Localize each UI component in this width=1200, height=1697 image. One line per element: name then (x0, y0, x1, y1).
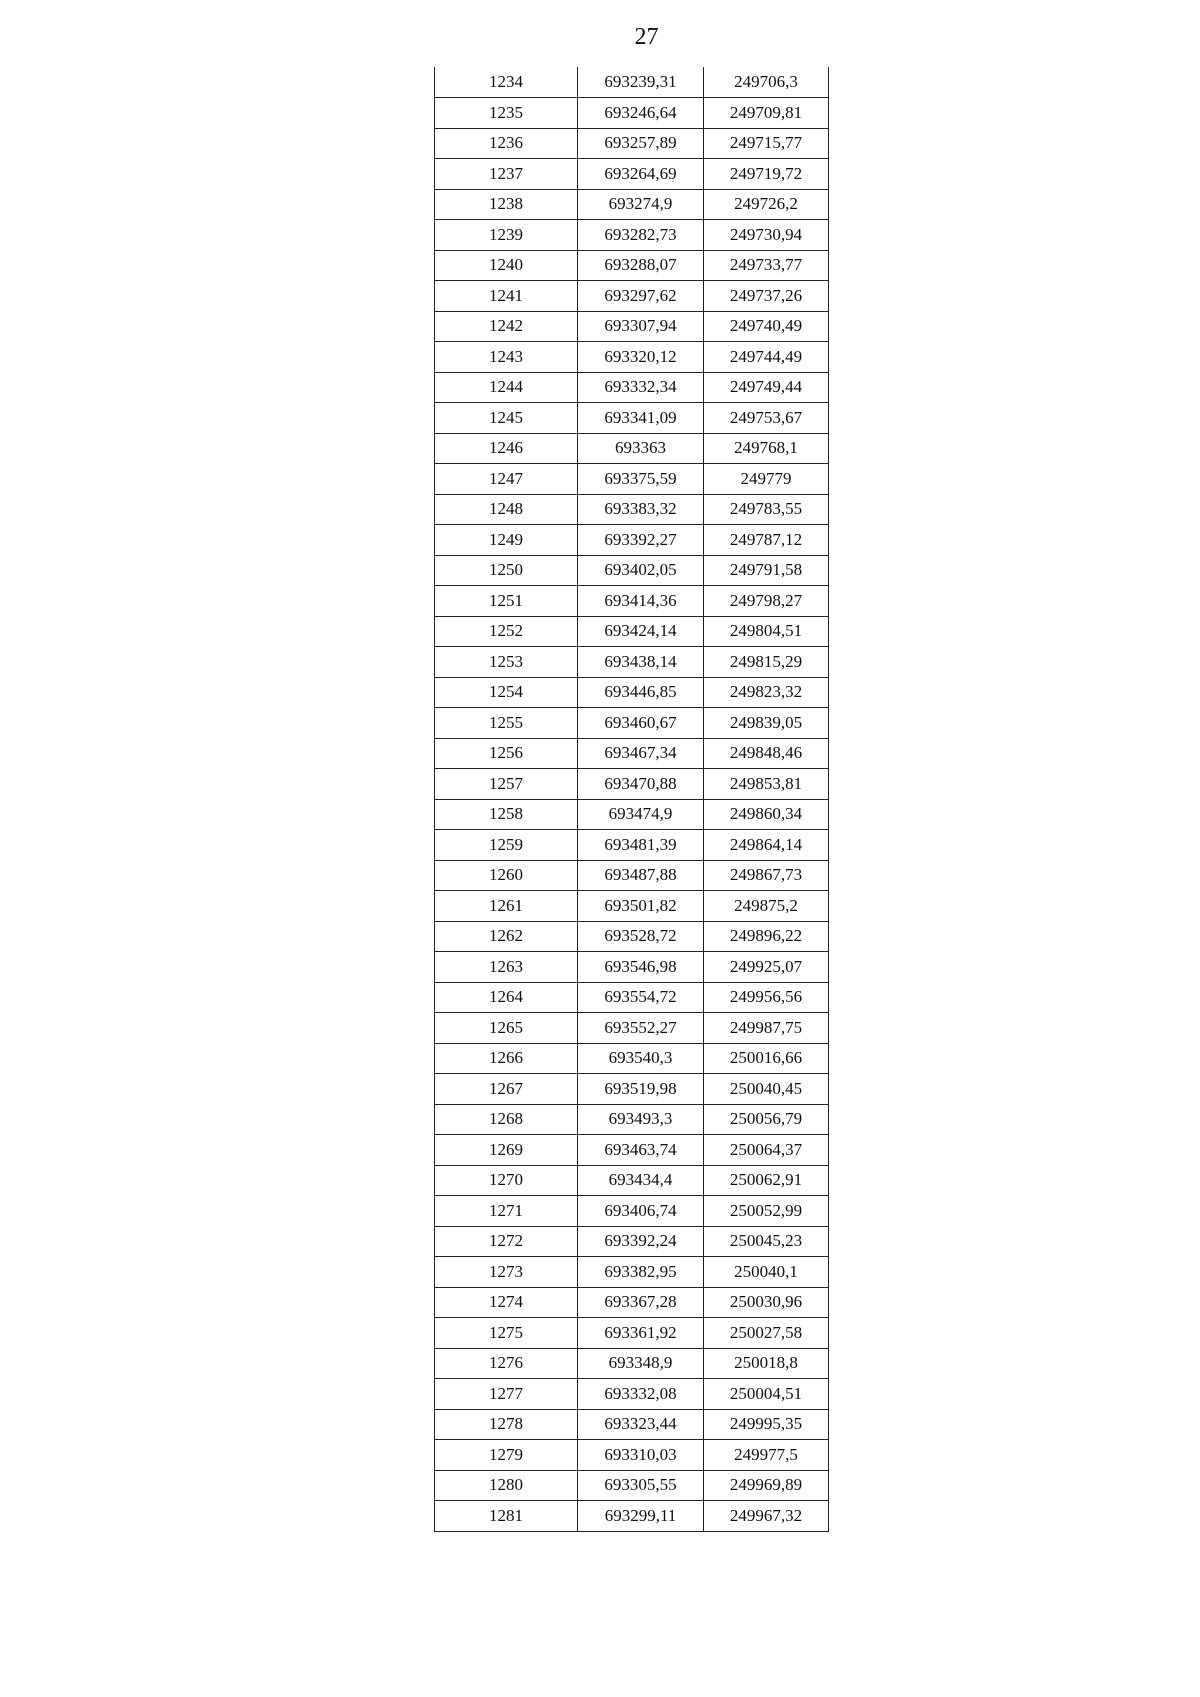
x-coordinate-cell: 693307,94 (578, 311, 704, 342)
table-row (435, 586, 829, 617)
point-number-cell: 1237 (435, 159, 578, 190)
x-coordinate-cell: 693310,03 (578, 1440, 704, 1471)
point-number-cell: 1264 (435, 982, 578, 1013)
x-coordinate-cell: 693383,32 (578, 494, 704, 525)
y-coordinate-cell: 250056,79 (704, 1104, 829, 1135)
x-coordinate-cell: 693474,9 (578, 799, 704, 830)
x-coordinate-cell: 693434,4 (578, 1165, 704, 1196)
x-coordinate-cell: 693406,74 (578, 1196, 704, 1227)
y-coordinate-cell: 249969,89 (704, 1470, 829, 1501)
y-coordinate-cell: 249875,2 (704, 891, 829, 922)
point-number-cell: 1252 (435, 616, 578, 647)
x-coordinate-cell: 693438,14 (578, 647, 704, 678)
point-number-cell: 1274 (435, 1287, 578, 1318)
y-coordinate-cell: 249798,27 (704, 586, 829, 617)
point-number-cell: 1249 (435, 525, 578, 556)
table-row (435, 67, 829, 98)
point-number-cell: 1277 (435, 1379, 578, 1410)
x-coordinate-cell: 693332,08 (578, 1379, 704, 1410)
table-row (435, 677, 829, 708)
y-coordinate-cell: 249740,49 (704, 311, 829, 342)
point-number-cell: 1235 (435, 98, 578, 129)
point-number-cell: 1258 (435, 799, 578, 830)
x-coordinate-cell: 693424,14 (578, 616, 704, 647)
y-coordinate-cell: 249867,73 (704, 860, 829, 891)
table-row (435, 1287, 829, 1318)
point-number-cell: 1238 (435, 189, 578, 220)
y-coordinate-cell: 249987,75 (704, 1013, 829, 1044)
point-number-cell: 1241 (435, 281, 578, 312)
point-number-cell: 1246 (435, 433, 578, 464)
point-number-cell: 1256 (435, 738, 578, 769)
point-number-cell: 1250 (435, 555, 578, 586)
table-row (435, 769, 829, 800)
y-coordinate-cell: 249815,29 (704, 647, 829, 678)
point-number-cell: 1234 (435, 67, 578, 98)
y-coordinate-cell: 249839,05 (704, 708, 829, 739)
coordinates-table (434, 67, 829, 1532)
y-coordinate-cell: 250004,51 (704, 1379, 829, 1410)
y-coordinate-cell: 249956,56 (704, 982, 829, 1013)
x-coordinate-cell: 693487,88 (578, 860, 704, 891)
table-row (435, 1165, 829, 1196)
table-row (435, 281, 829, 312)
y-coordinate-cell: 249977,5 (704, 1440, 829, 1471)
point-number-cell: 1242 (435, 311, 578, 342)
point-number-cell: 1275 (435, 1318, 578, 1349)
y-coordinate-cell: 249744,49 (704, 342, 829, 373)
x-coordinate-cell: 693546,98 (578, 952, 704, 983)
x-coordinate-cell: 693239,31 (578, 67, 704, 98)
table-row (435, 1379, 829, 1410)
point-number-cell: 1270 (435, 1165, 578, 1196)
x-coordinate-cell: 693552,27 (578, 1013, 704, 1044)
y-coordinate-cell: 249779 (704, 464, 829, 495)
x-coordinate-cell: 693299,11 (578, 1501, 704, 1532)
y-coordinate-cell: 249715,77 (704, 128, 829, 159)
x-coordinate-cell: 693257,89 (578, 128, 704, 159)
table-row (435, 1440, 829, 1471)
x-coordinate-cell: 693367,28 (578, 1287, 704, 1318)
table-row (435, 1135, 829, 1166)
table-row (435, 1104, 829, 1135)
y-coordinate-cell: 249787,12 (704, 525, 829, 556)
table-row (435, 799, 829, 830)
y-coordinate-cell: 249749,44 (704, 372, 829, 403)
point-number-cell: 1281 (435, 1501, 578, 1532)
y-coordinate-cell: 249853,81 (704, 769, 829, 800)
table-row (435, 952, 829, 983)
table-row (435, 464, 829, 495)
table-row (435, 1043, 829, 1074)
y-coordinate-cell: 250040,45 (704, 1074, 829, 1105)
table-row (435, 433, 829, 464)
x-coordinate-cell: 693288,07 (578, 250, 704, 281)
y-coordinate-cell: 249791,58 (704, 555, 829, 586)
table-row (435, 1501, 829, 1532)
y-coordinate-cell: 249768,1 (704, 433, 829, 464)
table-row (435, 1470, 829, 1501)
table-row (435, 525, 829, 556)
x-coordinate-cell: 693463,74 (578, 1135, 704, 1166)
x-coordinate-cell: 693274,9 (578, 189, 704, 220)
point-number-cell: 1260 (435, 860, 578, 891)
table-row (435, 372, 829, 403)
y-coordinate-cell: 250016,66 (704, 1043, 829, 1074)
y-coordinate-cell: 250040,1 (704, 1257, 829, 1288)
x-coordinate-cell: 693493,3 (578, 1104, 704, 1135)
table-row (435, 1013, 829, 1044)
x-coordinate-cell: 693320,12 (578, 342, 704, 373)
table-row (435, 738, 829, 769)
x-coordinate-cell: 693341,09 (578, 403, 704, 434)
y-coordinate-cell: 249709,81 (704, 98, 829, 129)
x-coordinate-cell: 693264,69 (578, 159, 704, 190)
y-coordinate-cell: 249783,55 (704, 494, 829, 525)
table-row (435, 708, 829, 739)
x-coordinate-cell: 693402,05 (578, 555, 704, 586)
table-row (435, 982, 829, 1013)
point-number-cell: 1272 (435, 1226, 578, 1257)
point-number-cell: 1263 (435, 952, 578, 983)
y-coordinate-cell: 250064,37 (704, 1135, 829, 1166)
x-coordinate-cell: 693501,82 (578, 891, 704, 922)
table-row (435, 220, 829, 251)
x-coordinate-cell: 693519,98 (578, 1074, 704, 1105)
table-row (435, 403, 829, 434)
x-coordinate-cell: 693363 (578, 433, 704, 464)
y-coordinate-cell: 249967,32 (704, 1501, 829, 1532)
point-number-cell: 1268 (435, 1104, 578, 1135)
y-coordinate-cell: 249823,32 (704, 677, 829, 708)
point-number-cell: 1267 (435, 1074, 578, 1105)
x-coordinate-cell: 693382,95 (578, 1257, 704, 1288)
point-number-cell: 1261 (435, 891, 578, 922)
x-coordinate-cell: 693446,85 (578, 677, 704, 708)
x-coordinate-cell: 693528,72 (578, 921, 704, 952)
y-coordinate-cell: 250052,99 (704, 1196, 829, 1227)
y-coordinate-cell: 249737,26 (704, 281, 829, 312)
x-coordinate-cell: 693375,59 (578, 464, 704, 495)
y-coordinate-cell: 249733,77 (704, 250, 829, 281)
x-coordinate-cell: 693305,55 (578, 1470, 704, 1501)
point-number-cell: 1279 (435, 1440, 578, 1471)
y-coordinate-cell: 249726,2 (704, 189, 829, 220)
x-coordinate-cell: 693554,72 (578, 982, 704, 1013)
point-number-cell: 1265 (435, 1013, 578, 1044)
table-row (435, 616, 829, 647)
y-coordinate-cell: 250030,96 (704, 1287, 829, 1318)
point-number-cell: 1278 (435, 1409, 578, 1440)
point-number-cell: 1262 (435, 921, 578, 952)
x-coordinate-cell: 693246,64 (578, 98, 704, 129)
table-row (435, 1196, 829, 1227)
x-coordinate-cell: 693361,92 (578, 1318, 704, 1349)
x-coordinate-cell: 693470,88 (578, 769, 704, 800)
y-coordinate-cell: 250018,8 (704, 1348, 829, 1379)
x-coordinate-cell: 693332,34 (578, 372, 704, 403)
coordinates-table-body (435, 67, 829, 1531)
point-number-cell: 1248 (435, 494, 578, 525)
x-coordinate-cell: 693460,67 (578, 708, 704, 739)
x-coordinate-cell: 693348,9 (578, 1348, 704, 1379)
point-number-cell: 1239 (435, 220, 578, 251)
table-row (435, 921, 829, 952)
y-coordinate-cell: 250027,58 (704, 1318, 829, 1349)
point-number-cell: 1280 (435, 1470, 578, 1501)
y-coordinate-cell: 249730,94 (704, 220, 829, 251)
table-row (435, 189, 829, 220)
point-number-cell: 1254 (435, 677, 578, 708)
x-coordinate-cell: 693467,34 (578, 738, 704, 769)
point-number-cell: 1245 (435, 403, 578, 434)
table-row (435, 1318, 829, 1349)
point-number-cell: 1259 (435, 830, 578, 861)
table-row (435, 494, 829, 525)
table-row (435, 98, 829, 129)
x-coordinate-cell: 693297,62 (578, 281, 704, 312)
page-number: 27 (634, 24, 659, 50)
table-row (435, 555, 829, 586)
table-row (435, 311, 829, 342)
x-coordinate-cell: 693282,73 (578, 220, 704, 251)
y-coordinate-cell: 249706,3 (704, 67, 829, 98)
point-number-cell: 1253 (435, 647, 578, 678)
y-coordinate-cell: 249719,72 (704, 159, 829, 190)
table-row (435, 159, 829, 190)
point-number-cell: 1255 (435, 708, 578, 739)
table-row (435, 1074, 829, 1105)
y-coordinate-cell: 249925,07 (704, 952, 829, 983)
table-row (435, 1226, 829, 1257)
y-coordinate-cell: 249753,67 (704, 403, 829, 434)
x-coordinate-cell: 693392,24 (578, 1226, 704, 1257)
point-number-cell: 1236 (435, 128, 578, 159)
point-number-cell: 1247 (435, 464, 578, 495)
point-number-cell: 1240 (435, 250, 578, 281)
point-number-cell: 1276 (435, 1348, 578, 1379)
point-number-cell: 1269 (435, 1135, 578, 1166)
table-row (435, 1409, 829, 1440)
table-row (435, 891, 829, 922)
y-coordinate-cell: 250045,23 (704, 1226, 829, 1257)
point-number-cell: 1251 (435, 586, 578, 617)
table-row (435, 1348, 829, 1379)
x-coordinate-cell: 693323,44 (578, 1409, 704, 1440)
table-row (435, 830, 829, 861)
x-coordinate-cell: 693414,36 (578, 586, 704, 617)
y-coordinate-cell: 249804,51 (704, 616, 829, 647)
x-coordinate-cell: 693481,39 (578, 830, 704, 861)
point-number-cell: 1243 (435, 342, 578, 373)
x-coordinate-cell: 693392,27 (578, 525, 704, 556)
point-number-cell: 1257 (435, 769, 578, 800)
y-coordinate-cell: 249896,22 (704, 921, 829, 952)
table-row (435, 1257, 829, 1288)
y-coordinate-cell: 249995,35 (704, 1409, 829, 1440)
point-number-cell: 1244 (435, 372, 578, 403)
table-row (435, 250, 829, 281)
point-number-cell: 1266 (435, 1043, 578, 1074)
y-coordinate-cell: 250062,91 (704, 1165, 829, 1196)
table-row (435, 647, 829, 678)
x-coordinate-cell: 693540,3 (578, 1043, 704, 1074)
y-coordinate-cell: 249848,46 (704, 738, 829, 769)
y-coordinate-cell: 249864,14 (704, 830, 829, 861)
point-number-cell: 1271 (435, 1196, 578, 1227)
table-row (435, 860, 829, 891)
table-row (435, 128, 829, 159)
point-number-cell: 1273 (435, 1257, 578, 1288)
table-row (435, 342, 829, 373)
y-coordinate-cell: 249860,34 (704, 799, 829, 830)
